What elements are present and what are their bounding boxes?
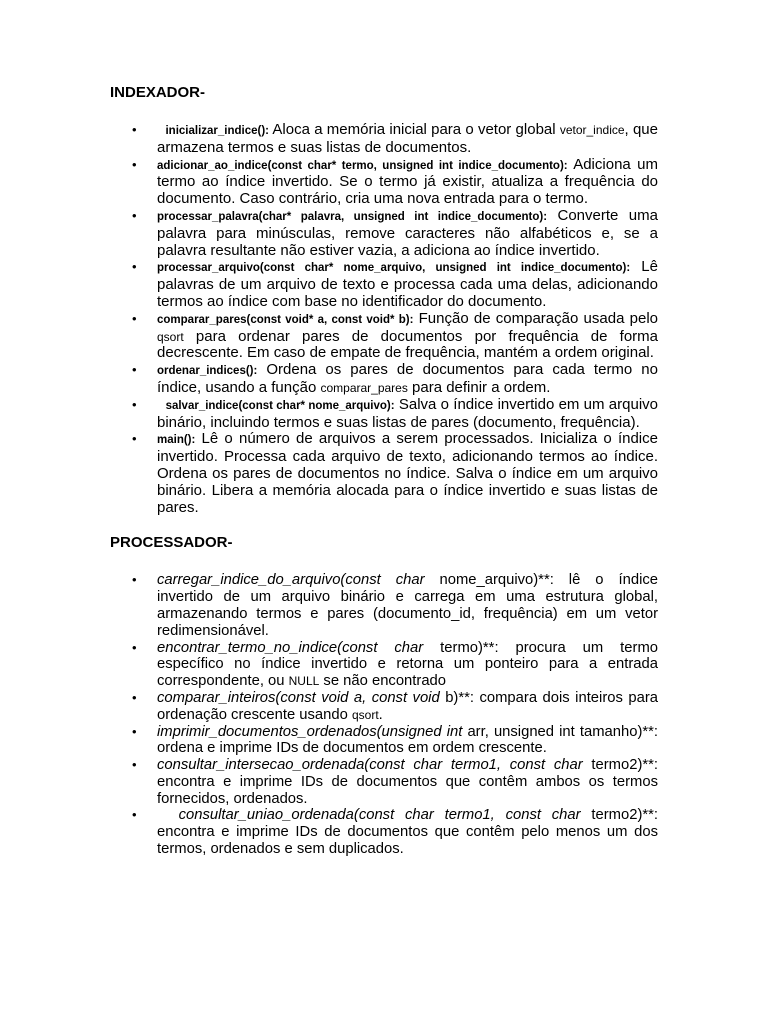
function-name: processar_arquivo(const char* nome_arquivo, unsigned int indice_documento): <box>157 262 631 275</box>
function-signature: carregar_indice_do_arquivo(const char <box>157 572 425 589</box>
list-item: • salvar_indice(const char* nome_arquivo): Salva o índice invertido em um arquivo binário, incluindo termos e suas listas de pares (documento, frequência). <box>110 397 658 432</box>
function-signature: imprimir_documentos_ordenados(unsigned int <box>157 723 463 740</box>
processador-list <box>110 572 658 858</box>
list-item: • inicializar_indice(): Aloca a memória inicial para o vetor global vetor_indice, que armazena termos e suas listas de documentos. <box>110 122 658 157</box>
section-title-processador: PROCESSADOR- <box>110 534 233 552</box>
list-item: • ordenar_indices(): Ordena os pares de documentos para cada termo no índice, usando a função comparar_pares para definir a ordem. <box>110 362 658 397</box>
function-signature: comparar_inteiros(const void a, const void <box>157 689 440 706</box>
inline-code: vetor_indice <box>559 123 625 137</box>
inline-code: comparar_pares <box>320 380 408 395</box>
indexador-list <box>110 122 658 516</box>
function-name: salvar_indice(const char* nome_arquivo): <box>165 399 395 412</box>
list-item: • imprimir_documentos_ordenados(unsigned int arr, unsigned int tamanho)**: ordena e imprime IDs de documentos em ordem crescente. <box>110 724 658 758</box>
inline-code: NULL <box>288 674 320 689</box>
list-item: • consultar_intersecao_ordenada(const char termo1, const char termo2)**: encontra e imprime IDs de documentos que contêm ambos os termos fornecidos, ordenados. <box>110 757 658 807</box>
function-signature: consultar_intersecao_ordenada(const char termo1, const char <box>157 757 583 774</box>
list-item: • comparar_pares(const void* a, const void* b): Função de comparação usada pelo qsort para ordenar pares de documentos por frequência de forma decrescente. Em caso de empate de frequência, mantém a ordem original. <box>110 311 658 362</box>
function-signature: consultar_uniao_ordenada(const char termo1, const char <box>178 807 581 824</box>
function-name: processar_palavra(char* palavra, unsigned int indice_documento): <box>157 210 548 223</box>
function-name: main(): <box>157 434 196 447</box>
function-name: comparar_pares(const void* a, const void* b): <box>157 313 414 326</box>
function-name: adicionar_ao_indice(const char* termo, unsigned int indice_documento): <box>157 159 568 172</box>
list-item: • processar_arquivo(const char* nome_arquivo, unsigned int indice_documento): Lê palavras de um arquivo de texto e processa cada uma delas, adicionando termos ao índice com base no identificador do documento. <box>110 259 658 310</box>
list-item: • adicionar_ao_indice(const char* termo, unsigned int indice_documento): Adiciona um termo ao índice invertido. Se o termo já existir, atualiza a frequência do documento. Caso contrário, cria uma nova entrada para o termo. <box>110 157 658 208</box>
list-item: • carregar_indice_do_arquivo(const char nome_arquivo)**: lê o índice invertido de um arquivo binário e carrega em uma estrutura global, armazenando termos e pares (documento_id, frequência) em um vetor redimensionável. <box>110 572 658 639</box>
list-item: • main(): Lê o número de arquivos a serem processados. Inicializa o índice invertido. Processa cada arquivo de texto, adicionando termos ao índice. Ordena os pares de documentos no índice. Salva o índice em um arquivo binário. Libera a memória alocada para o índice invertido e suas listas de pares. <box>110 431 658 516</box>
section-title-indexador: INDEXADOR- <box>110 84 206 101</box>
list-item: • consultar_uniao_ordenada(const char termo1, const char termo2)**: encontra e imprime IDs de documentos que contêm pelo menos um dos termos, ordenados e sem duplicados. <box>110 807 658 857</box>
inline-code: qsort <box>157 329 184 344</box>
list-item: • comparar_inteiros(const void a, const void b)**: compara dois inteiros para ordenação crescente usando qsort. <box>110 690 658 724</box>
document-page <box>110 84 658 858</box>
list-item: • encontrar_termo_no_indice(const char termo)**: procura um termo específico no índice invertido e retorna um ponteiro para a entrada correspondente, ou NULL se não encontrado <box>110 640 658 690</box>
list-item: • processar_palavra(char* palavra, unsigned int indice_documento): Converte uma palavra para minúsculas, remove caracteres não alfabéticos e, se a palavra resultante não estiver vazia, a adiciona ao índice invertido. <box>110 208 658 259</box>
inline-code: qsort <box>351 707 379 722</box>
function-signature: encontrar_termo_no_indice(const char <box>157 639 424 656</box>
function-name: ordenar_indices(): <box>157 365 258 378</box>
function-name: inicializar_indice(): <box>165 125 270 137</box>
